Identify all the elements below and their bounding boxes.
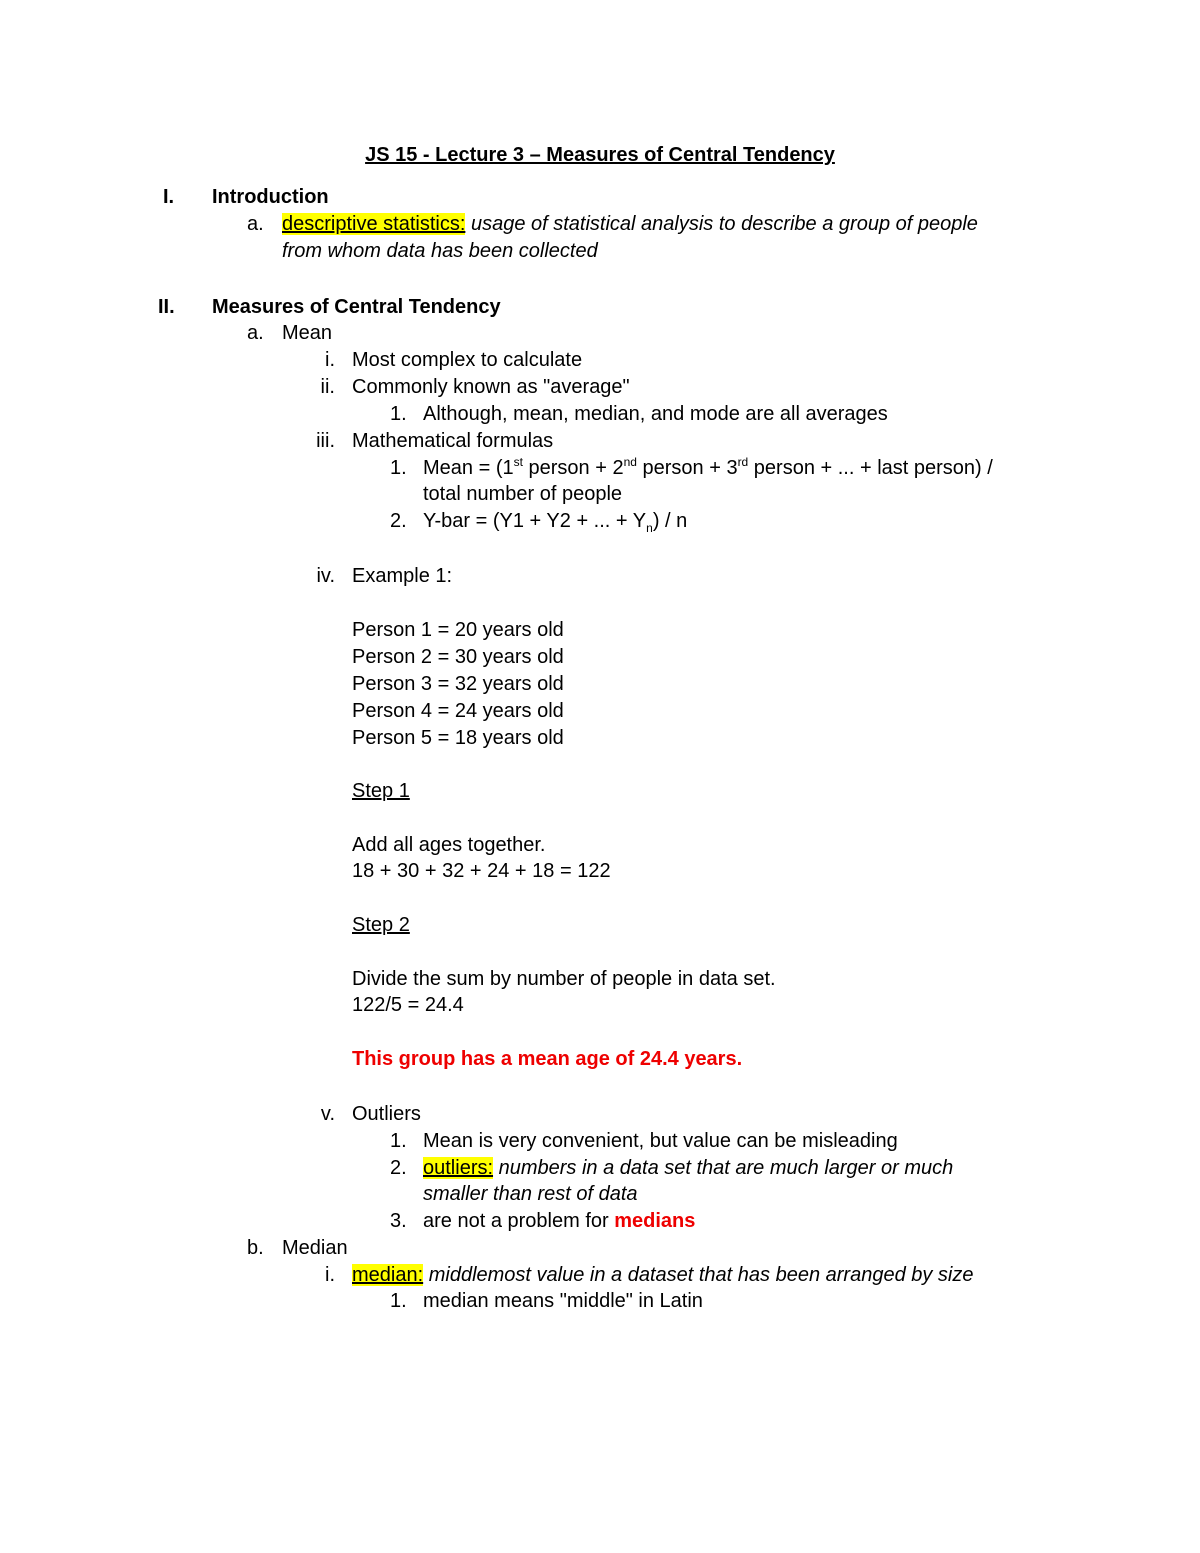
item-marker: b.	[247, 1237, 264, 1259]
mean-formula-2	[423, 510, 688, 535]
item-marker: 1.	[390, 1290, 407, 1312]
example-person: Person 3 = 32 years old	[352, 673, 564, 695]
term-descriptive-statistics: descriptive statistics:	[282, 213, 466, 235]
item-marker: a.	[247, 322, 264, 344]
item-marker: 1.	[390, 403, 407, 425]
definition-median	[352, 1265, 974, 1285]
item-marker: 2.	[390, 510, 407, 532]
section-1-heading: Introduction	[212, 186, 329, 208]
section-2-heading: Measures of Central Tendency	[212, 296, 501, 318]
example-result: This group has a mean age of 24.4 years.	[352, 1048, 743, 1070]
mean-formula-1-continued: total number of people	[423, 483, 623, 505]
ordinal-suffix: rd	[737, 455, 749, 469]
formula-text: ) / n	[652, 510, 688, 532]
item-marker: iv.	[316, 565, 335, 587]
section-1-numeral: I.	[163, 186, 175, 208]
mean-point-3: Mathematical formulas	[352, 430, 554, 452]
ordinal-suffix: st	[513, 455, 523, 469]
outliers-point-1: Mean is very convenient, but value can be misleading	[423, 1130, 898, 1152]
definition-text-continued: from whom data has been collected	[282, 240, 598, 262]
step-2-calculation: 122/5 = 24.4	[352, 994, 464, 1016]
definition-text: middlemost value in a dataset that has been arranged by size	[423, 1264, 974, 1286]
definition-descriptive-statistics	[282, 214, 978, 234]
page-title: JS 15 - Lecture 3 – Measures of Central Tendency	[365, 144, 835, 166]
emphasis-medians: medians	[614, 1210, 696, 1232]
mean-point-2: Commonly known as "average"	[352, 376, 630, 398]
outliers-point-3	[423, 1211, 695, 1231]
example-person: Person 4 = 24 years old	[352, 700, 564, 722]
formula-text: Mean = (1	[423, 457, 514, 479]
subheading-mean: Mean	[282, 322, 333, 344]
term-median: median:	[352, 1264, 424, 1286]
item-marker: ii.	[320, 376, 335, 398]
example-person: Person 1 = 20 years old	[352, 619, 564, 641]
step-2-label: Step 2	[352, 914, 410, 936]
formula-text: Y-bar = (Y1 + Y2 + ... + Y	[423, 510, 647, 532]
mean-point-2-sub-1: Although, mean, median, and mode are all averages	[423, 403, 888, 425]
mean-point-1: Most complex to calculate	[352, 349, 583, 371]
outliers-heading: Outliers	[352, 1103, 421, 1125]
term-outliers: outliers:	[423, 1157, 494, 1179]
item-marker: 3.	[390, 1210, 407, 1232]
step-1-calculation: 18 + 30 + 32 + 24 + 18 = 122	[352, 860, 611, 882]
item-marker: v.	[320, 1103, 335, 1125]
item-marker: i.	[325, 1264, 335, 1286]
ordinal-suffix: nd	[623, 455, 637, 469]
definition-outliers	[423, 1158, 953, 1178]
formula-text: person + ... + last person) /	[748, 457, 993, 479]
step-1-label: Step 1	[352, 780, 410, 802]
step-1-text: Add all ages together.	[352, 834, 546, 856]
mean-formula-1	[423, 455, 993, 479]
section-2-numeral: II.	[158, 296, 175, 318]
item-marker: 1.	[390, 457, 407, 479]
median-point-1: median means "middle" in Latin	[423, 1290, 703, 1312]
example-person: Person 5 = 18 years old	[352, 727, 564, 749]
example-heading: Example 1:	[352, 565, 453, 587]
definition-text-continued: smaller than rest of data	[423, 1183, 638, 1205]
item-marker: 1.	[390, 1130, 407, 1152]
subheading-median: Median	[282, 1237, 348, 1259]
definition-text: numbers in a data set that are much larger or much	[493, 1157, 954, 1179]
step-2-text: Divide the sum by number of people in data set.	[352, 968, 776, 990]
formula-text: person + 3	[636, 457, 738, 479]
definition-text: usage of statistical analysis to describe a group of people	[465, 213, 978, 235]
item-marker: a.	[247, 213, 264, 235]
item-marker: i.	[325, 349, 335, 371]
item-marker: 2.	[390, 1157, 407, 1179]
item-marker: iii.	[316, 430, 335, 452]
point-text: are not a problem for	[423, 1210, 615, 1232]
example-person: Person 2 = 30 years old	[352, 646, 564, 668]
subscript: n	[646, 521, 653, 535]
formula-text: person + 2	[522, 457, 624, 479]
